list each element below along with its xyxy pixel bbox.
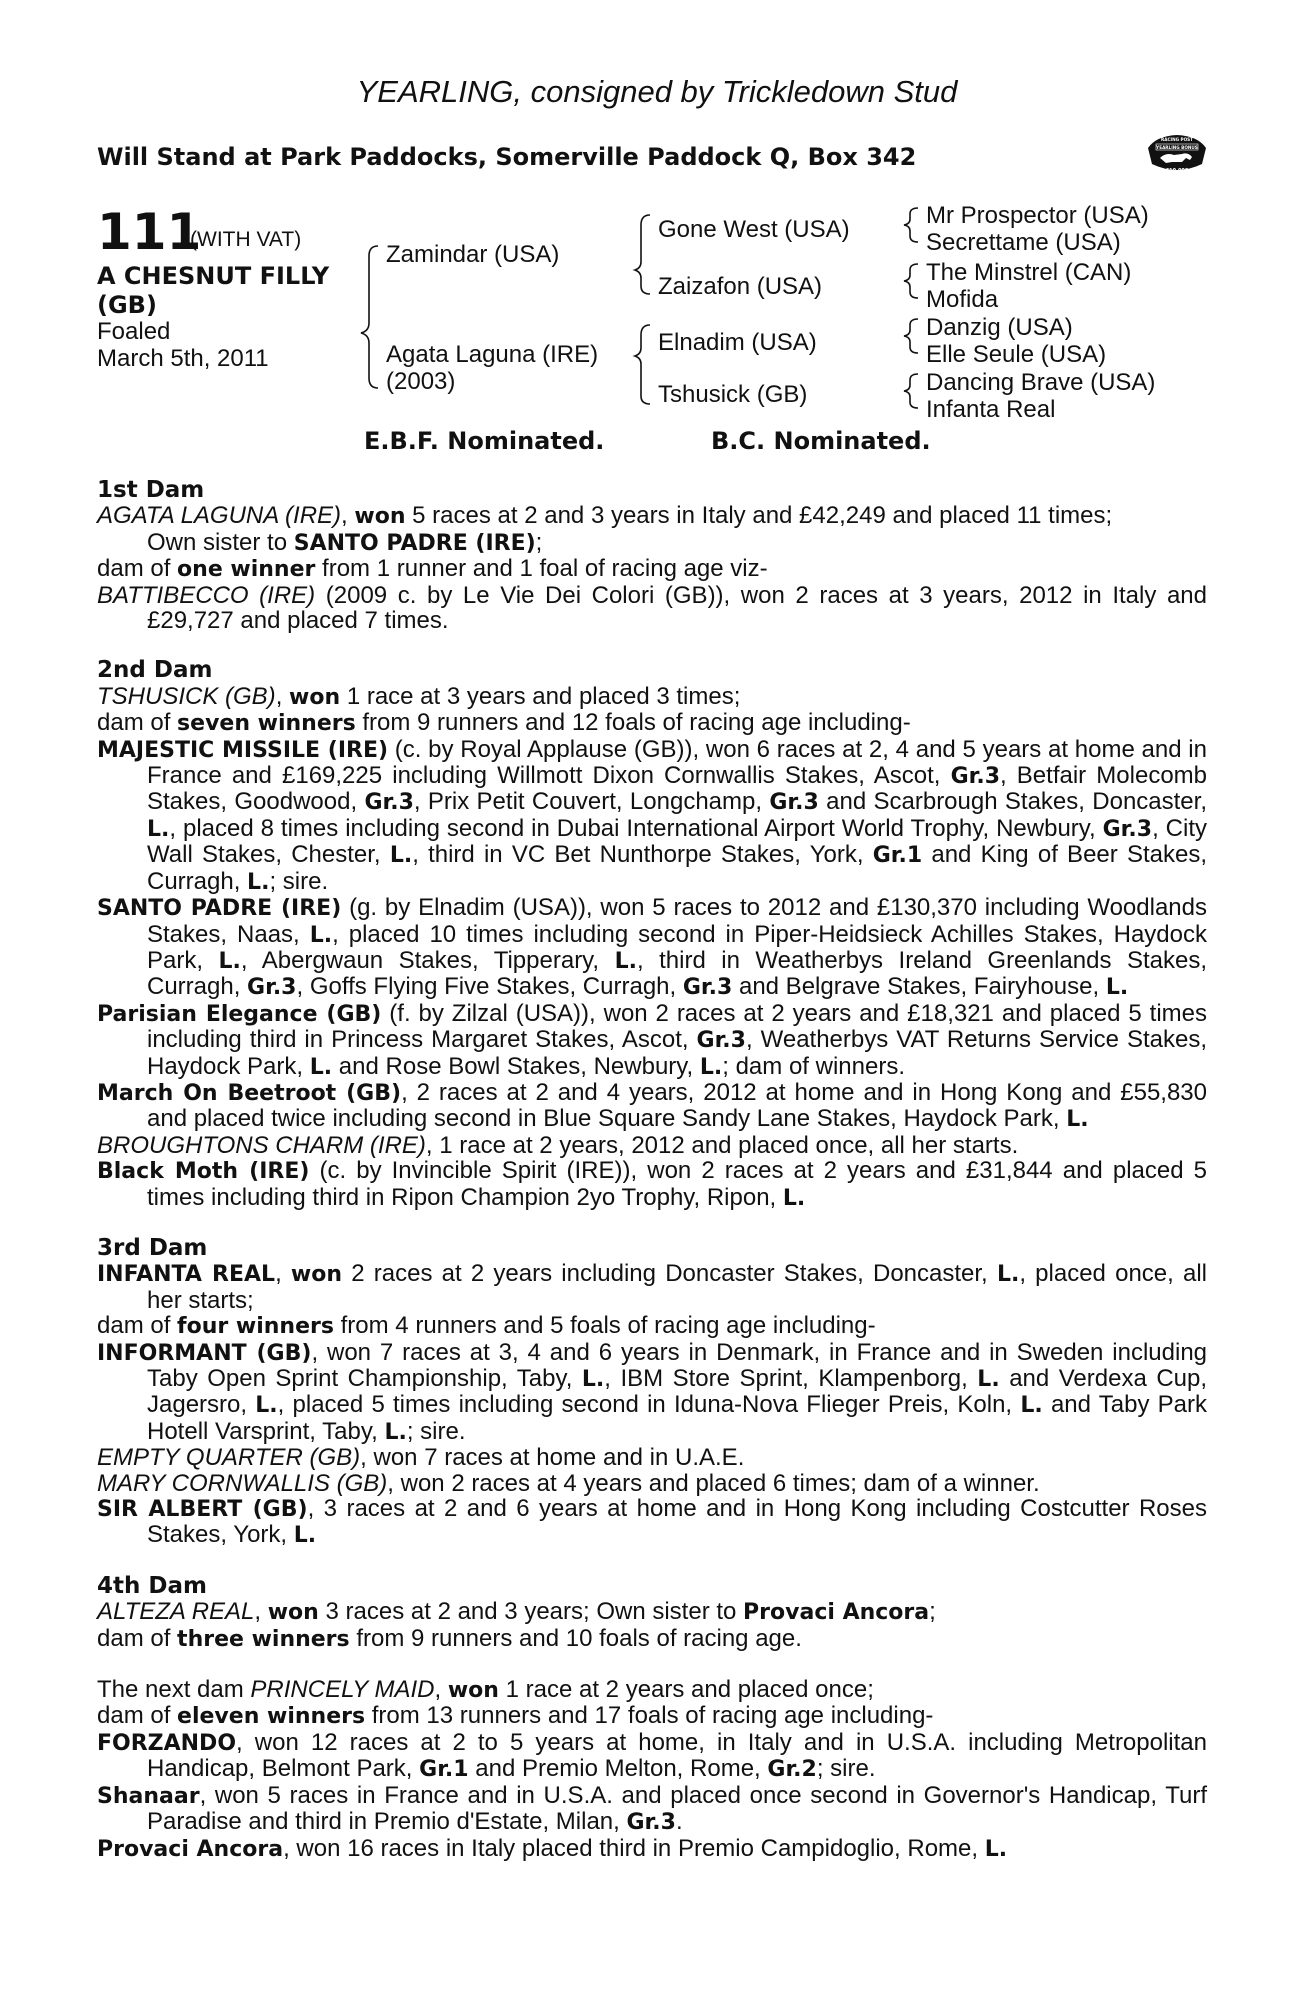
pedigree-ssd: Secrettame (USA) [926,229,1121,256]
lot-number: 111 [97,203,202,261]
produce-parisian-elegance: Parisian Elegance (GB) (f. by Zilzal (USA)), won 2 races at 2 years and £18,321 and placed 5 times including third in Princess Margaret Stakes, Ascot, Gr.3, Weatherbys VAT Returns Service Stakes, Haydock Park, L. and Rose Bowl Stakes, Newbury, L.; dam of winners. [97,999,1208,1080]
first-dam-record: AGATA LAGUNA (IRE), won 5 races at 2 and 3 years in Italy and £42,249 and placed 11 times; [97,502,1113,530]
ebf-nominated: E.B.F. Nominated. [364,427,605,455]
dam-records [97,478,1207,1862]
produce-santo-padre: SANTO PADRE (IRE) (g. by Elnadim (USA)), won 5 races to 2012 and £130,370 including Woodlands Stakes, Naas, L., placed 10 times including second in Piper-Heidsieck Achilles Stakes, Haydock Park, L., Abergwaun Stakes, Tipperary, L., third in Weatherbys Ireland Greenlands Stakes, Curragh, Gr.3, Goffs Flying Five Stakes, Curragh, Gr.3 and Belgrave Stakes, Fairyhouse, L. [97,894,1207,1001]
pedigree-ddd: Infanta Real [926,396,1056,423]
produce-informant: INFORMANT (GB), won 7 races at 3, 4 and 6 years in Denmark, in France and in Sweden including Taby Open Sprint Championship, Taby, L., IBM Store Sprint, Klampenborg, L. and Verdexa Cup, Jagersro, L., placed 5 times including second in Iduna-Nova Flieger Preis, Koln, L. and Taby Park Hotell Varsprint, Taby, L.; sire. [97,1338,1208,1445]
second-dam-record: TSHUSICK (GB), won 1 race at 3 years and placed 3 times; [97,682,741,710]
first-dam-produce-summary: dam of one winner from 1 runner and 1 foal of racing age viz- [97,555,768,583]
third-dam-heading: 3rd Dam [97,1234,208,1261]
produce-empty-quarter: EMPTY QUARTER (GB), won 7 races at home and in U.A.E. [97,1444,745,1472]
pedigree-sire: Zamindar (USA) [386,241,560,268]
lot-vat: (WITH VAT) [190,228,302,251]
third-dam-record: INFANTA REAL, won 2 races at 2 years including Doncaster Stakes, Doncaster, L., placed once, all her starts; [97,1260,1208,1314]
produce-mary-cornwallis: MARY CORNWALLIS (GB), won 2 races at 4 years and placed 6 times; dam of a winner. [97,1469,1040,1497]
pedigree-dsd: Elle Seule (USA) [926,341,1107,368]
second-dam-heading: 2nd Dam [97,657,213,684]
fourth-dam-heading: 4th Dam [97,1572,207,1599]
lot-name-line1: A CHESNUT FILLY [97,262,330,290]
lot-name [97,262,329,320]
third-dam-produce-summary: dam of four winners from 4 runners and 5 foals of racing age including- [97,1312,876,1340]
lot-foaled [97,318,269,372]
racing-post-bonus-logo [1146,132,1208,176]
stand-location: Will Stand at Park Paddocks, Somerville Paddock Q, Box 342 [97,143,917,171]
produce-provaci-ancora: Provaci Ancora, won 16 races in Italy placed third in Premio Campidoglio, Rome, L. [97,1834,1008,1862]
produce-march-on-beetroot: March On Beetroot (GB), 2 races at 2 and 4 years, 2012 at home and in Hong Kong and £55,830 and placed twice including second in Blue Square Sandy Lane Stakes, Haydock Park, L. [97,1078,1208,1133]
pedigree-sds: The Minstrel (CAN) [926,259,1132,286]
pedigree-dds: Dancing Brave (USA) [926,369,1156,396]
produce-black-moth: Black Moth (IRE) (c. by Invincible Spirit (IRE)), won 2 races at 2 years and £31,844 and placed 5 times including third in Ripon Champion 2yo Trophy, Ripon, L. [97,1157,1207,1211]
next-dam-produce-summary: dam of eleven winners from 13 runners and 17 foals of racing age including- [97,1702,934,1730]
fourth-dam-produce-summary: dam of three winners from 9 runners and 10 foals of racing age. [97,1624,802,1652]
produce-broughtons-charm: BROUGHTONS CHARM (IRE), 1 race at 2 years, 2012 and placed once, all her starts. [97,1131,1019,1159]
foaled-label: Foaled [97,318,171,345]
second-dam-produce-summary: dam of seven winners from 9 runners and 12 foals of racing age including- [97,709,911,737]
pedigree-sire-dam: Zaizafon (USA) [658,273,823,300]
pedigree-sdd: Mofida [926,286,999,313]
catalogue-title: YEARLING, consigned by Trickledown Stud [356,74,958,109]
pedigree-sss: Mr Prospector (USA) [926,202,1149,229]
lot-name-line2: (GB) [97,291,157,319]
foaled-date: March 5th, 2011 [97,345,269,372]
first-dam-produce-battibecco: BATTIBECCO (IRE) (2009 c. by Le Vie Dei Colori (GB)), won 2 races at 3 years, 2012 in Italy and £29,727 and placed 7 times. [97,581,1207,635]
produce-shanaar: Shanaar, won 5 races in France and in U.S.A. and placed once second in Governor's Handicap, Turf Paradise and third in Premio d'Estate, Milan, Gr.3. [97,1781,1207,1836]
logo-text-amount: £10,000 [1165,168,1189,174]
first-dam-own-sister: Own sister to SANTO PADRE (IRE); [147,528,543,556]
pedigree-dam-year: (2003) [386,368,456,395]
pedigree-dss: Danzig (USA) [926,314,1073,341]
logo-text-racing-post: RACING POST [1161,137,1193,142]
next-dam-record: The next dam PRINCELY MAID, won 1 race at 2 years and placed once; [97,1676,874,1704]
first-dam-heading: 1st Dam [97,477,205,503]
produce-majestic-missile: MAJESTIC MISSILE (IRE) (c. by Royal Applause (GB)), won 6 races at 2, 4 and 5 years at home and in France and £169,225 including Willmott Dixon Cornwallis Stakes, Ascot, Gr.3, Betfair Molecomb Stakes, Goodwood, Gr.3, Prix Petit Couvert, Longchamp, Gr.3 and Scarbrough Stakes, Doncaster, L., placed 8 times including second in Dubai International Airport World Trophy, Newbury, Gr.3, City Wall Stakes, Chester, L., third in VC Bet Nunthorpe Stakes, York, Gr.1 and King of Beer Stakes, Curragh, L.; sire. [97,735,1208,895]
fourth-dam-record: ALTEZA REAL, won 3 races at 2 and 3 years; Own sister to Provaci Ancora; [97,1598,936,1626]
logo-text-yearling-bonus: YEARLING BONUS [1156,145,1198,150]
pedigree-dam: Agata Laguna (IRE) [386,341,599,368]
pedigree-dam-sire: Elnadim (USA) [658,329,817,356]
produce-sir-albert: SIR ALBERT (GB), 3 races at 2 and 6 years at home and in Hong Kong including Costcutter Roses Stakes, York, L. [97,1495,1207,1549]
produce-forzando: FORZANDO, won 12 races at 2 to 5 years at home, in Italy and in U.S.A. including Metropolitan Handicap, Belmont Park, Gr.1 and Premio Melton, Rome, Gr.2; sire. [97,1728,1207,1783]
bc-nominated: B.C. Nominated. [711,427,931,455]
pedigree-dam-dam: Tshusick (GB) [658,381,808,408]
pedigree-sire-sire: Gone West (USA) [658,216,850,243]
